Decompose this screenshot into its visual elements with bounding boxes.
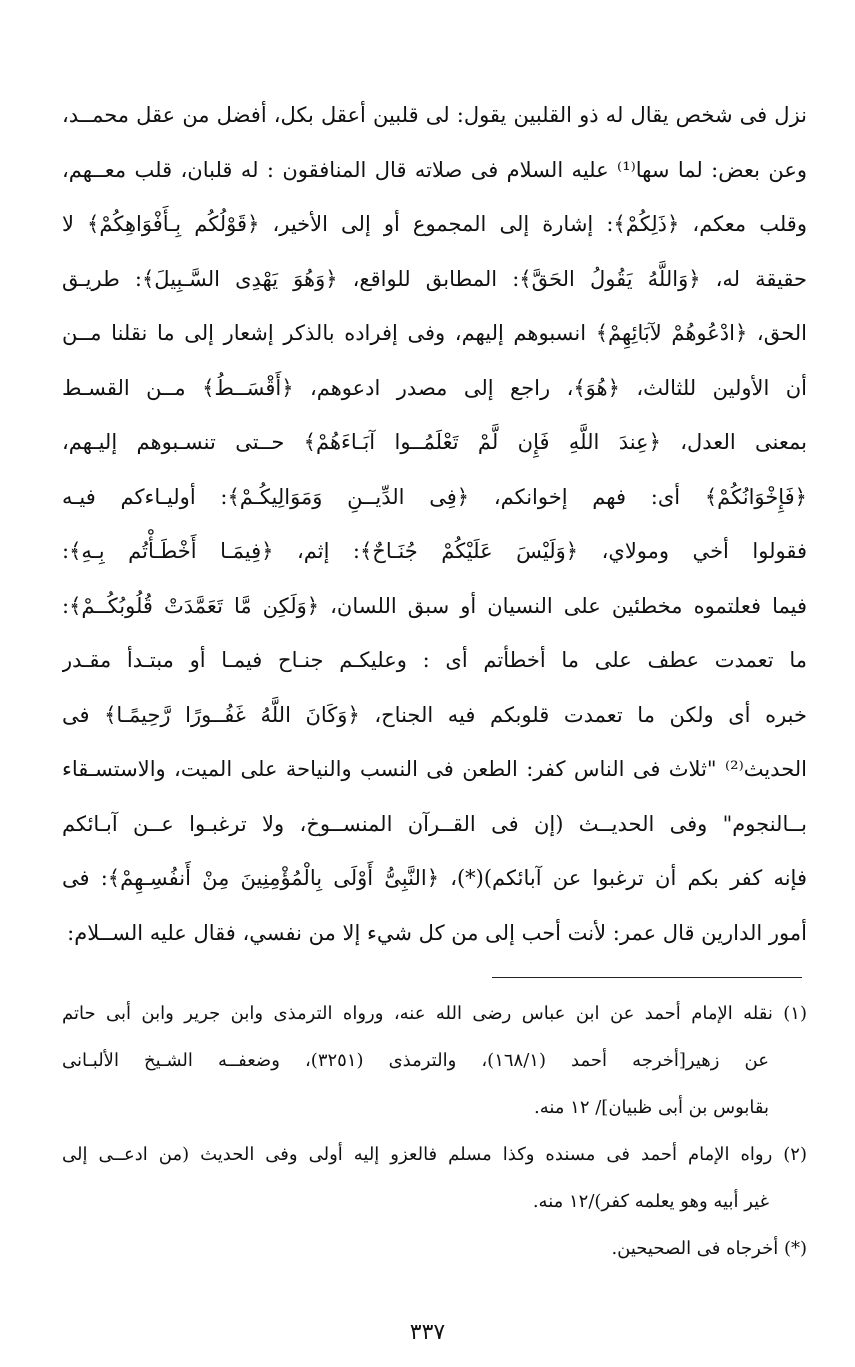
text-line: بــالنجوم" وفى الحديــث (إن فى القــرآن المنســوخ، ولا ترغبـوا عــن آبـائكم <box>62 811 807 836</box>
text-line: الحديث⁽²⁾ "ثلاث فى الناس كفر: الطعن فى النسب والنياحة على الميت، والاستسـقاء <box>62 757 807 781</box>
text-line: ﴿فَإِخْوَانُكُمْ﴾ أى: فهم إخوانكم، ﴿فِى الدِّيــنِ وَمَوَالِيكُـمْ﴾: أوليـاءكم فيـه <box>62 484 807 509</box>
text-line: بمعنى العدل، ﴿عِندَ اللَّهِ فَإِن لَّمْ تَعْلَمُــوا آبَـاءَهُمْ﴾ حــتى تنسـبوهم إليـهم، <box>62 430 807 454</box>
footnote-1 <box>62 990 807 1131</box>
footnote-2 <box>62 1131 807 1225</box>
footnote-line: (*) أخرجاه فى الصحيحين. <box>611 1238 807 1259</box>
text-line: فقولوا أخي ومولاي، ﴿وَلَيْسَ عَلَيْكُمْ جُنَـاحٌ﴾: إثم، ﴿فِيمَـا أَخْطَـأْتُم بِـهِ﴾: <box>62 539 807 563</box>
text-line: نزل فى شخص يقال له ذو القلبين يقول: لى قلبين أعقل بكل، أفضل من عقل محمــد، <box>62 103 807 127</box>
footnote-3 <box>62 1225 807 1272</box>
footnote-line: (١) نقله الإمام أحمد عن ابن عباس رضى الله عنه، ورواه الترمذى وابن جرير وابن أبى حاتم <box>62 1003 807 1024</box>
text-line: حقيقة له، ﴿وَاللَّهُ يَقُولُ الحَقَّ﴾: المطابق للواقع، ﴿وَهُوَ يَهْدِى السَّـبِيلَ﴾: طريـق <box>62 266 807 291</box>
page-number: ٣٣٧ <box>409 1320 446 1345</box>
text-line: خبره أى ولكن ما تعمدت قلوبكم فيه الجناح، ﴿وَكَانَ اللَّهُ غَفُــورًا رَّحِيمًـا﴾ فى <box>62 702 807 727</box>
text-line: وقلب معكم، ﴿ذَلِكُمْ﴾: إشارة إلى المجموع أو إلى الأخير، ﴿قَوْلُكُم بِـأَفْوَاهِكُمْ﴾ لا <box>62 212 807 236</box>
text-line: وعن بعض: لما سها⁽¹⁾ عليه السلام فى صلاته قال المنافقون : له قلبان، قلب معــهم، <box>62 157 807 182</box>
footnote-line: (٢) رواه الإمام أحمد فى مسنده وكذا مسلم فالعزو إليه أولى وفى الحديث (من ادعــى إلى <box>62 1144 807 1165</box>
text-line: فيما فعلتموه مخطئين على النسيان أو سبق اللسان، ﴿وَلَكِن مَّا تَعَمَّدَتْ قُلُوبُكُــمْ﴾: <box>62 593 807 618</box>
text-line: ما تعمدت عطف على ما أخطأتم أى : وعليكـم جنـاح فيمـا أو مبتـدأ مقـدر <box>62 648 807 672</box>
footnote-line: غير أبيه وهو يعلمه كفر)/١٢ منه. <box>532 1191 769 1212</box>
text-line: الحق، ﴿ادْعُوهُمْ لآبَائِهِمْ﴾ انسبوهم إليهم، وفى إفراده بالذكر إشعار إلى ما نقلنا مــن <box>62 321 807 345</box>
footnote-line: بقابوس بن أبى ظبيان]/ ١٢ منه. <box>534 1097 769 1118</box>
text-line: فإنه كفر بكم أن ترغبوا عن آبائكم)(*)، ﴿النَّبِىُّ أَوْلَى بِالْمُؤْمِنِينَ مِنْ أَنفُسِـهِمْ﴾: فى <box>62 866 807 890</box>
footnote-divider <box>492 977 802 978</box>
footnotes <box>62 990 807 1272</box>
text-line: أمور الدارين قال عمر: لأنت أحب إلى من كل شيء إلا من نفسي، فقال عليه الســلام: <box>67 920 807 945</box>
main-text-block <box>62 88 807 960</box>
footnote-line: عن زهير[أخرجه أحمد (١٦٨/١)، والترمذى (٣٢٥١)، وضعفــه الشـيخ الألبـانى <box>62 1050 769 1071</box>
text-line: أن الأولين للثالث، ﴿هُوَ﴾، راجع إلى مصدر ادعوهم، ﴿أَقْسَــطُ﴾ مــن القسـط <box>62 375 807 400</box>
